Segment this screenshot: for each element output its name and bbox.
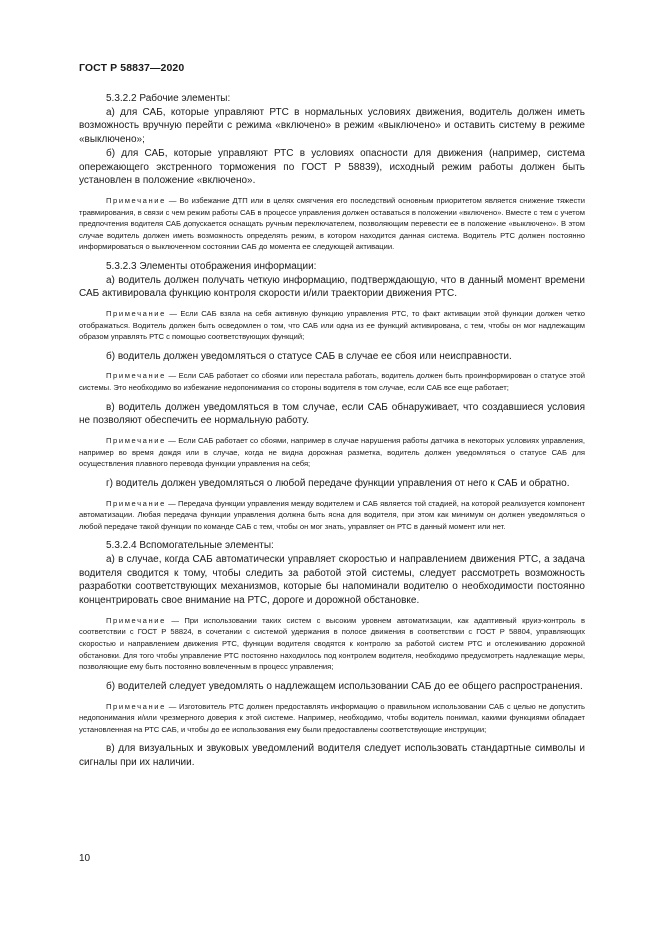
note-text: — Если САБ взяла на себя активную функцию управления РТС, то факт активации этой функции должен четко отображаться. Водитель должен быть осведомлен о том, что САБ или одна из ее функций активирована, с тем, чтобы он мог надлежащим образом управлять РТС с помощью соответствующих функций; <box>79 309 585 342</box>
note-text: — Изготовитель РТС должен предоставлять информацию о правильном использовании САБ с целью не допустить недопонимания и/или чрезмерного доверия к этой системе. Например, необходимо, чтобы водитель понимал, какими функциями обладает установленная на РТС САБ, и чтобы до ее использования ему были предоставлены соответствующие инструкции; <box>79 701 585 734</box>
paragraph-text: в) водитель должен уведомляться в том случае, если САБ обнаруживает, что создавшиеся условия не позволяют обеспечить ее нормальную работу. <box>79 401 585 427</box>
paragraph-text: а) водитель должен получать четкую информацию, подтверждающую, что в данный момент времени САБ активировала функцию контроля скорости и/или траектории движения РТС. <box>79 274 585 300</box>
paragraph-text: 5.3.2.4 Вспомогательные элементы: <box>106 540 274 552</box>
page-number: 10 <box>79 853 91 864</box>
note <box>79 701 585 736</box>
paragraph <box>79 553 585 608</box>
standard-designation: ГОСТ Р 58837—2020 <box>79 62 185 74</box>
note-text: — Если САБ работает со сбоями или перестала работать, водитель должен быть проинформирован о статусе этой системы. Это необходимо во избежание недопонимания со стороны водителя в том случае, если САБ все еще работает; <box>79 371 585 393</box>
paragraph <box>79 147 585 188</box>
note <box>79 435 585 470</box>
note-text: — При использовании таких систем с высоким уровнем автоматизации, как адаптивный круиз-контроль в соответствии с ГОСТ Р 58824, в сочетании с системой удержания в полосе движения в соответствии с ГОСТ Р 58804, управляющих скоростью и направлением движения РТС, функции водителя сводятся к контролю за работой систем РТС и отслеживанию дорожной обстановки. Для того чтобы управление РТС постоянно находилось под контролем водителя, необходимо предусмотреть надлежащие меры, позволяющие ему быть постоянно вовлеченным в процесс управления; <box>79 615 585 672</box>
paragraph <box>79 260 585 274</box>
paragraph <box>79 680 585 694</box>
note-text: — Если САБ работает со сбоями, например в случае нарушения работы датчика в некоторых условиях управления, например во время дождя или в случае, когда не видна дорожная разметка, водитель должен уведомляться о статусе САБ для осуществления плавного перевода функции управления на себя; <box>79 436 585 469</box>
note <box>79 498 585 533</box>
paragraph <box>79 350 585 364</box>
paragraph-text: в) для визуальных и звуковых уведомлений водителя следует использовать стандартные символы и сигналы при их наличии. <box>79 743 585 769</box>
note-label: Примечание <box>106 498 166 508</box>
paragraph-text: 5.3.2.2 Рабочие элементы: <box>106 93 231 104</box>
paragraph-text: б) водитель должен уведомляться о статусе САБ в случае ее сбоя или неисправности. <box>106 350 512 362</box>
paragraph <box>79 274 585 301</box>
note-label: Примечание <box>106 615 166 625</box>
note <box>79 195 585 253</box>
document-body <box>79 92 585 770</box>
paragraph <box>79 92 585 106</box>
paragraph <box>79 539 585 553</box>
paragraph-text: а) в случае, когда САБ автоматически управляет скоростью и направлением движения РТС, а задача водителя сводится к тому, чтобы следить за работой этой системы, следует рассмотреть возможность разработки соответствующих механизмов, которые бы напоминали водителю о необходимости постоянно концентрировать свое внимание на РТС, дороге и дорожной обстановке. <box>79 554 585 607</box>
note-label: Примечание <box>106 371 166 381</box>
paragraph-text: г) водитель должен уведомляться о любой передаче функции управления от него к САБ и обратно. <box>106 477 570 489</box>
note-text: — Передача функции управления между водителем и САБ является той стадией, на которой реализуется компонент автоматизации. Любая передача функции управления должна быть ясна для водителя, при этом как минимум он должен уведомляться о любой передаче такой функции по команде САБ с тем, чтобы он мог знать, управляет он РТС в данный момент или нет. <box>79 498 585 531</box>
note <box>79 308 585 343</box>
paragraph-text: б) для САБ, которые управляют РТС в условиях опасности для движения (например, система опережающего экстренного торможения по ГОСТ Р 58839), исходный режим работы должен быть установлен в положение «включено». <box>79 147 585 187</box>
note <box>79 370 585 393</box>
paragraph <box>79 742 585 769</box>
note-text: — Во избежание ДТП или в целях смягчения его последствий основным приоритетом является снижение тяжести травмирования, в связи с чем режим работы САБ в процессе управления должен оставаться в положении «включено». Вместе с тем с учетом предпочтения водителя САБ допускается оснащать ручным переключателем, позволяющим перевести ее в положение «выключено». В этом случае водитель должен иметь возможность определять режим, в котором находится данная система. Водитель РТС должен постоянно информироваться о выключенном состоянии САБ до момента ее следующей активации. <box>79 195 585 252</box>
note-label: Примечание <box>106 701 166 711</box>
paragraph <box>79 106 585 147</box>
note-label: Примечание <box>106 309 166 318</box>
note-label: Примечание <box>106 436 166 446</box>
paragraph <box>79 401 585 428</box>
note <box>79 615 585 673</box>
paragraph-text: б) водителей следует уведомлять о надлежащем использовании САБ до ее общего распространения. <box>106 680 583 692</box>
paragraph-text: 5.3.2.3 Элементы отображения информации: <box>106 260 317 272</box>
paragraph <box>79 477 585 491</box>
note-label: Примечание <box>106 195 166 205</box>
paragraph-text: а) для САБ, которые управляют РТС в нормальных условиях движения, водитель должен иметь возможность вручную перейти с режима «включено» в режим «выключено» и оставить систему в режиме «выключено»; <box>79 106 585 146</box>
